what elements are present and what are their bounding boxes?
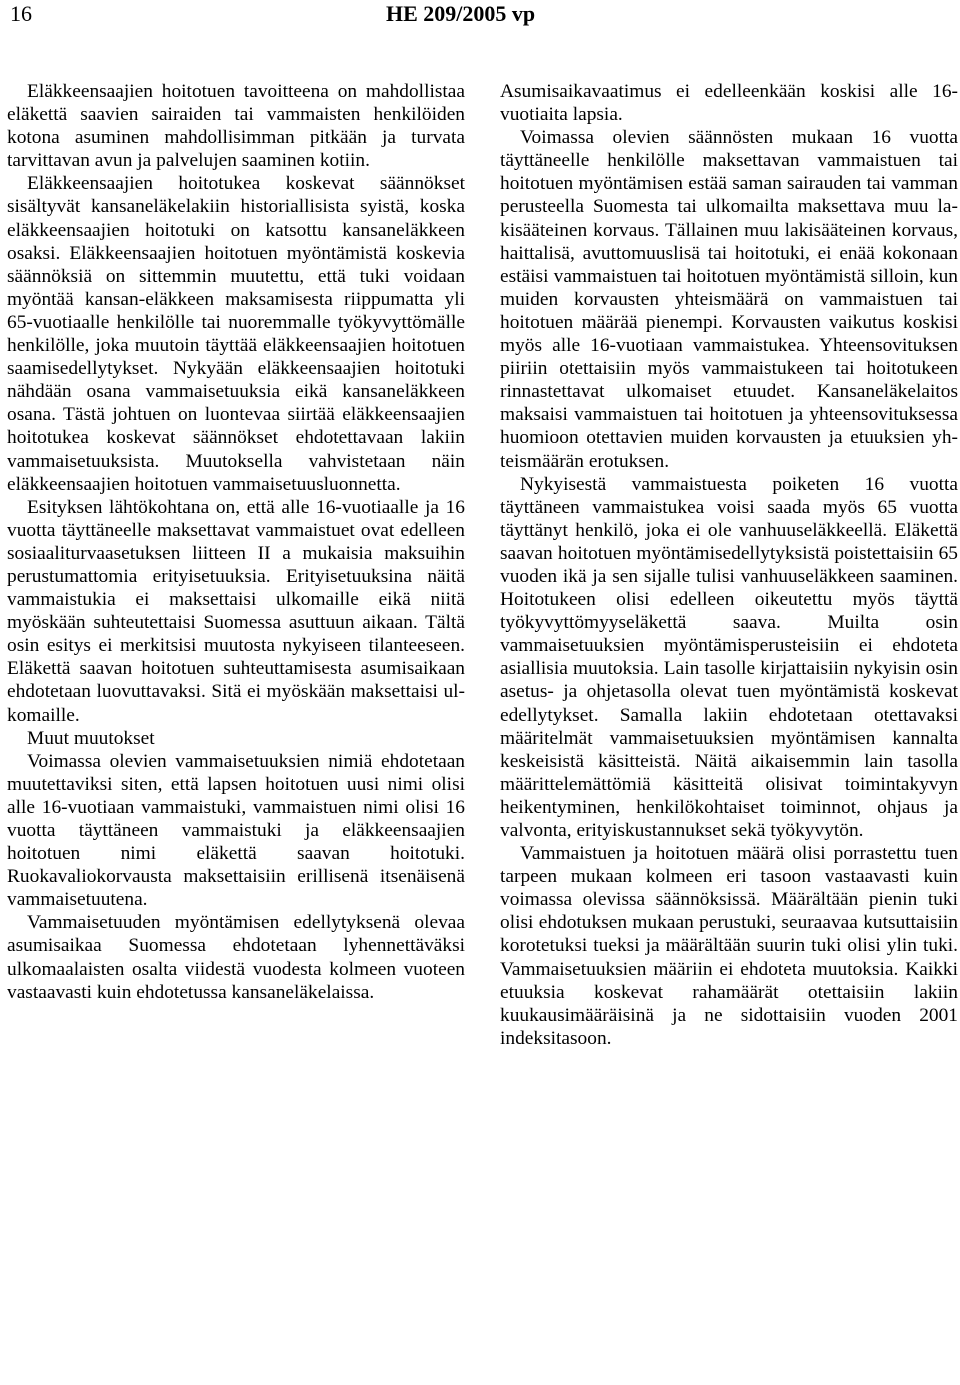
paragraph: Eläkkeensaajien hoitotuen tavoitteena on mahdollistaa eläkettä saavien sairaiden tai vammaisten henkilöiden kotona asuminen mahdollisimman pitkään ja turvata tarvittavan avun ja palvelujen saaminen kotiin. bbox=[7, 81, 465, 172]
paragraph-continuation: Asumisaikavaatimus ei edelleenkään koskisi alle 16-vuotiaita lapsia. bbox=[500, 81, 958, 126]
paragraph: Eläkkeensaajien hoitotukea koskevat säännökset sisältyvät kansaneläkelakiin historiallisista syistä, koska eläkkeensaajien hoitotuki on katsottu kansaneläkkeen osaksi. Eläkkeensaajien hoitotuen myöntämistä koskevia säännöksiä on sittemmin muutettu, että tuki voidaan myöntää kansan-eläkkeen maksamisesta riippumatta yli 65-vuotiaalle henkilölle tai nuoremmalle työkyvyttömälle henkilölle, joka muutoin täyttää eläkkeensaajien hoitotuen saamisedellytykset. Nykyään eläkkeensaajien hoitotuki nähdään osana vammaisetuuksia eikä kansaneläkkeen osana. Tästä johtuen on luontevaa siirtää eläkkeensaajien hoitotukea koskevat säännökset ehdotettavaan lakiin vammaisetuuksista. Muutoksella vahvistetaan näin eläkkeensaajien hoitotuen vammaisetuusluonnetta. bbox=[7, 173, 465, 495]
left-column bbox=[7, 80, 465, 1004]
paragraph: Vammaistuen ja hoitotuen määrä olisi porrastettu tuen tarpeen mukaan kolmeen eri tasoon vastaavasti kuin voimassa olevissa säännöksissä. Määrältään pienin tuki olisi ehdotuksen mukaan perustuki, seuraavaa kutsuttaisiin korotetuksi tueksi ja määrältään suurin tuki olisi ylin tuki. Vammaisetuuksien määriin ei ehdoteta muutoksia. Kaikki etuuksia koskevat rahamäärät otettaisiin lakiin kuukausimääräisinä ja ne sidottaisiin vuoden 2001 indeksitasoon. bbox=[500, 843, 958, 1049]
right-column bbox=[500, 80, 958, 1050]
paragraph: Voimassa olevien vammaisetuuksien nimiä ehdotetaan muutettaviksi siten, että lapsen hoitotuen uusi nimi olisi alle 16-vuotiaan vammaistuki, vammaistuen nimi olisi 16 vuotta täyttäneen vammaistuki ja eläkkeensaajien hoitotuen nimi eläkettä saavan hoitotuki. Ruokavaliokorvausta maksettaisiin erillisenä itsenäisenä vammaisetuutena. bbox=[7, 750, 465, 911]
paragraph: Vammaisetuuden myöntämisen edellytyksenä olevaa asumisaikaa Suomessa ehdotetaan lyhennettäväksi ulkomaalaisten osalta viidestä vuodesta kolmeen vuoteen vastaavasti kuin ehdotetussa kansaneläkelaissa. bbox=[7, 912, 465, 1003]
paragraph: Esityksen lähtökohtana on, että alle 16-vuotiaalle ja 16 vuotta täyttäneelle maksettavat vammaistuet ovat edelleen sosiaaliturvaasetuksen liitteen II a mukaisia maksuihin perustumattomia erityisetuuksia. Erityisetuuksina näitä vammaistukia ei maksettaisi ulkomaille eikä niitä myöskään suhteutettaisi Suomessa asuttuun aikaan. Tältä osin esitys ei merkitsisi muutosta nykyiseen tilanteeseen. Eläkettä saavan hoitotuen suhteuttamisesta asumisaikaan ehdotetaan luovuttavaksi. Sitä ei myöskään maksettaisi ulkomaille. bbox=[7, 496, 465, 726]
paragraph: Voimassa olevien säännösten mukaan 16 vuotta täyttäneelle henkilölle maksettavan vammaistuen tai hoitotuen myöntämisen estää saman sairauden tai vamman perusteella Suomesta tai ulkomailta maksettava muu lakisääteinen korvaus. Tällainen muu lakisääteinen korvaus, haittalisä, avuttomuuslisä tai hoitotuki, ei enää kokonaan estäisi vammaistuen tai hoitotuen myöntämistä silloin, kun muiden korvausten yhteismäärä on vammaistuen tai hoitotuen määrää pienempi. Korvausten vaikutus koskisi myös alle 16-vuotiaan vammaistukea. Yhteensovituksen piiriin otettaisiin myös vammaistukeen tai hoitotukeen rinnastettavat ulkomaiset etuudet. Kansaneläkelaitos maksaisi vammaistuen tai hoitotuen ja yhteensovituksessa huomioon otettavien muiden korvausten ja etuuksien yhteismäärän erotuksen. bbox=[500, 127, 958, 472]
document-id: HE 209/2005 vp bbox=[386, 1, 536, 26]
section-heading: Muut muutokset bbox=[27, 727, 155, 749]
page-header bbox=[0, 0, 960, 34]
paragraph: Nykyisestä vammaistuesta poiketen 16 vuotta täyttäneen vammaistukea voisi saada myös 65 vuotta täyttänyt henkilö, joka ei ole vanhuuseläkkeellä. Eläkettä saavan hoitotuen myöntämisedellytyksistä poistettaisiin 65 vuoden ikä ja sen sijalle tulisi vanhuuseläkkeen saaminen. Hoitotukeen olisi edelleen oikeutettu myös täyttä työkyvyttömyyseläkettä saava. Muilta osin vammaisetuuksien myöntämisperusteisiin ei ehdoteta asiallisia muutoksia. Lain tasolle kirjattaisiin nykyisin osin asetus- ja ohjetasolla olevat tuen myöntämistä koskevat edellytykset. Samalla lakiin ehdotetaan otettavaksi määritelmät vammaisetuuksien myöntämisen kannalta keskeisistä käsitteistä. Näitä aikaisemmin lain tasolla määrittelemättömiä käsitteitä olisivat toimintakyvyn heikentyminen, henkilökohtaiset toiminnot, ohjaus ja valvonta, erityiskustannukset sekä työkyvytön. bbox=[500, 473, 958, 841]
page-number: 16 bbox=[10, 1, 32, 26]
